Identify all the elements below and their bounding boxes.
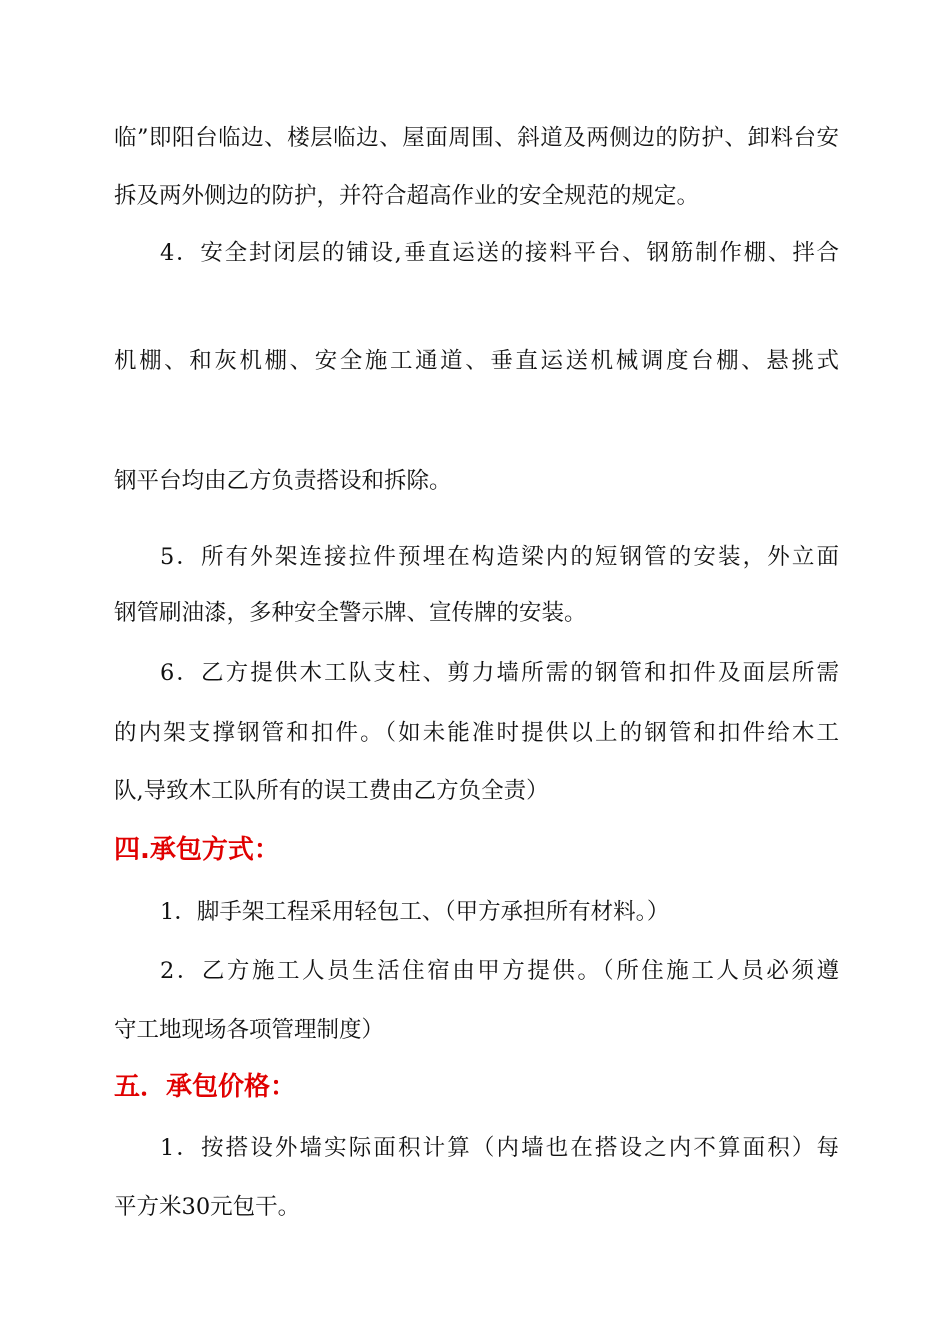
paragraph-line: 拆及两外侧边的防护，并符合超高作业的安全规范的规定。 <box>114 183 700 209</box>
paragraph-line: 守工地现场各项管理制度） <box>114 1017 385 1043</box>
paragraph-line: 1．脚手架工程采用轻包工、（甲方承担所有材料。） <box>160 899 670 925</box>
paragraph-line: 队,导致木工队所有的误工费由乙方负全责） <box>114 778 549 804</box>
paragraph-line: 6．乙方提供木工队支柱、剪力墙所需的钢管和扣件及面层所需 <box>160 660 839 686</box>
section-heading-contract-method: 四.承包方式： <box>114 835 280 865</box>
paragraph-line: 临”即阳台临边、楼层临边、屋面周围、斜道及两侧边的防护、卸料台安 <box>114 125 839 151</box>
paragraph-line: 4．安全封闭层的铺设,垂直运送的接料平台、钢筋制作棚、拌合 <box>160 240 839 266</box>
paragraph-line: 机棚、和灰机棚、安全施工通道、垂直运送机械调度台棚、悬挑式 <box>114 348 839 374</box>
paragraph-line: 1．按搭设外墙实际面积计算（内墙也在搭设之内不算面积）每 <box>160 1135 839 1161</box>
paragraph-line: 平方米30元包干。 <box>114 1194 301 1220</box>
paragraph-line: 钢平台均由乙方负责搭设和拆除。 <box>114 468 452 494</box>
section-heading-contract-price: 五．承包价格： <box>114 1072 297 1102</box>
paragraph-line: 5．所有外架连接拉件预埋在构造梁内的短钢管的安装，外立面 <box>160 544 839 570</box>
paragraph-line: 钢管刷油漆，多种安全警示牌、宣传牌的安装。 <box>114 600 587 626</box>
paragraph-line: 的内架支撑钢管和扣件。（如未能准时提供以上的钢管和扣件给木工 <box>114 720 839 746</box>
paragraph-line: 2．乙方施工人员生活住宿由甲方提供。（所住施工人员必须遵 <box>160 958 839 984</box>
